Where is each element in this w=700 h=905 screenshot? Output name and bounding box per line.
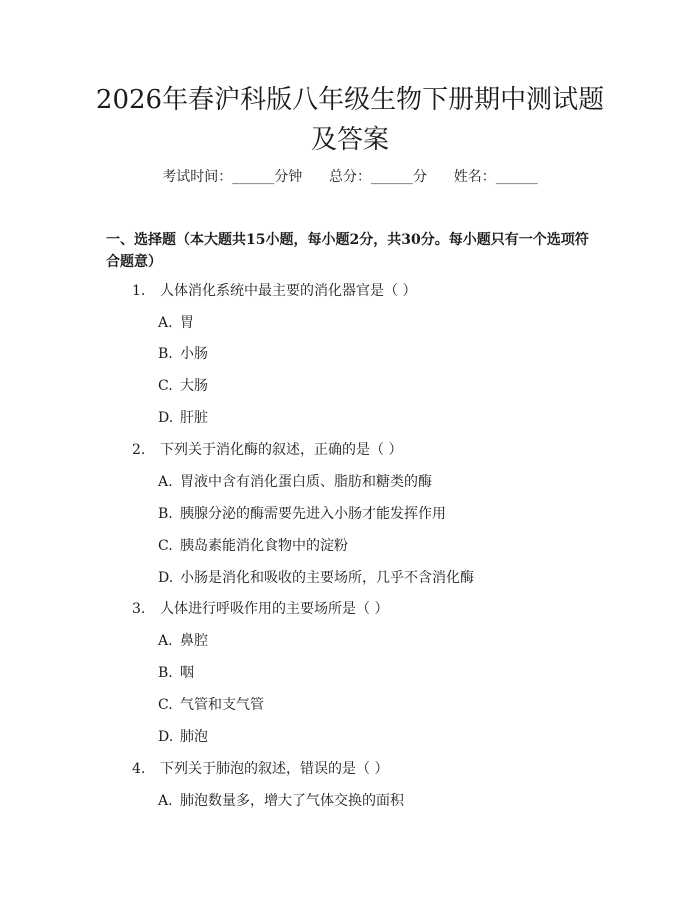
option-text: 肺泡数量多，增大了气体交换的面积 <box>180 793 404 809</box>
document-title-line1: 2026年春沪科版八年级生物下册期中测试题 <box>95 85 605 115</box>
option-text: 小肠 <box>180 346 208 362</box>
option-letter: D. <box>158 410 174 426</box>
question-number: 1. <box>132 283 146 299</box>
option-letter: B. <box>158 346 173 362</box>
option-letter: D. <box>158 729 174 745</box>
question-3-option-a <box>158 630 208 652</box>
option-text: 小肠是消化和吸收的主要场所，几乎不含消化酶 <box>180 570 474 586</box>
option-letter: A. <box>158 793 173 809</box>
question-1 <box>132 280 416 302</box>
option-text: 胰腺分泌的酶需要先进入小肠才能发挥作用 <box>180 506 446 522</box>
option-text: 胃液中含有消化蛋白质、脂肪和糖类的酶 <box>180 474 432 490</box>
question-text: 下列关于消化酶的叙述，正确的是（ ） <box>160 442 403 458</box>
question-3-option-b <box>158 662 194 684</box>
option-letter: A. <box>158 633 173 649</box>
question-1-option-b <box>158 343 208 365</box>
option-letter: B. <box>158 506 173 522</box>
document-title-line2: 及答案 <box>310 125 389 155</box>
option-text: 肝脏 <box>180 410 208 426</box>
option-letter: C. <box>158 697 173 713</box>
question-number: 4. <box>132 761 146 777</box>
section-heading-line2: 合题意） <box>106 254 162 270</box>
question-2-option-c <box>158 535 348 557</box>
question-4-option-a <box>158 790 404 812</box>
option-text: 胰岛素能消化食物中的淀粉 <box>180 538 348 554</box>
option-letter: B. <box>158 665 173 681</box>
question-4 <box>132 758 388 780</box>
option-letter: A. <box>158 474 173 490</box>
question-number: 2. <box>132 442 146 458</box>
section-heading <box>106 229 606 273</box>
option-text: 大肠 <box>180 378 208 394</box>
question-1-option-d <box>158 407 208 429</box>
question-2-option-b <box>158 503 446 525</box>
question-2-option-a <box>158 471 432 493</box>
question-number: 3. <box>132 601 146 617</box>
question-1-option-a <box>158 312 194 334</box>
question-text: 人体消化系统中最主要的消化器官是（ ） <box>160 283 417 299</box>
option-text: 咽 <box>180 665 194 681</box>
option-letter: D. <box>158 570 174 586</box>
question-text: 下列关于肺泡的叙述，错误的是（ ） <box>160 761 389 777</box>
option-text: 肺泡 <box>180 729 208 745</box>
section-heading-line1: 一、选择题（本大题共15小题，每小题2分，共30分。每小题只有一个选项符 <box>106 232 589 248</box>
option-text: 胃 <box>180 315 194 331</box>
question-3 <box>132 598 388 620</box>
option-letter: C. <box>158 538 173 554</box>
option-letter: C. <box>158 378 173 394</box>
question-2-option-d <box>158 567 474 589</box>
question-3-option-c <box>158 694 264 716</box>
question-3-option-d <box>158 726 208 748</box>
option-text: 气管和支气管 <box>180 697 264 713</box>
exam-meta-line: 考试时间：______分钟 总分：______分 姓名：______ <box>162 169 538 185</box>
option-letter: A. <box>158 315 173 331</box>
question-2 <box>132 439 402 461</box>
question-1-option-c <box>158 375 208 397</box>
option-text: 鼻腔 <box>180 633 208 649</box>
question-text: 人体进行呼吸作用的主要场所是（ ） <box>160 601 389 617</box>
